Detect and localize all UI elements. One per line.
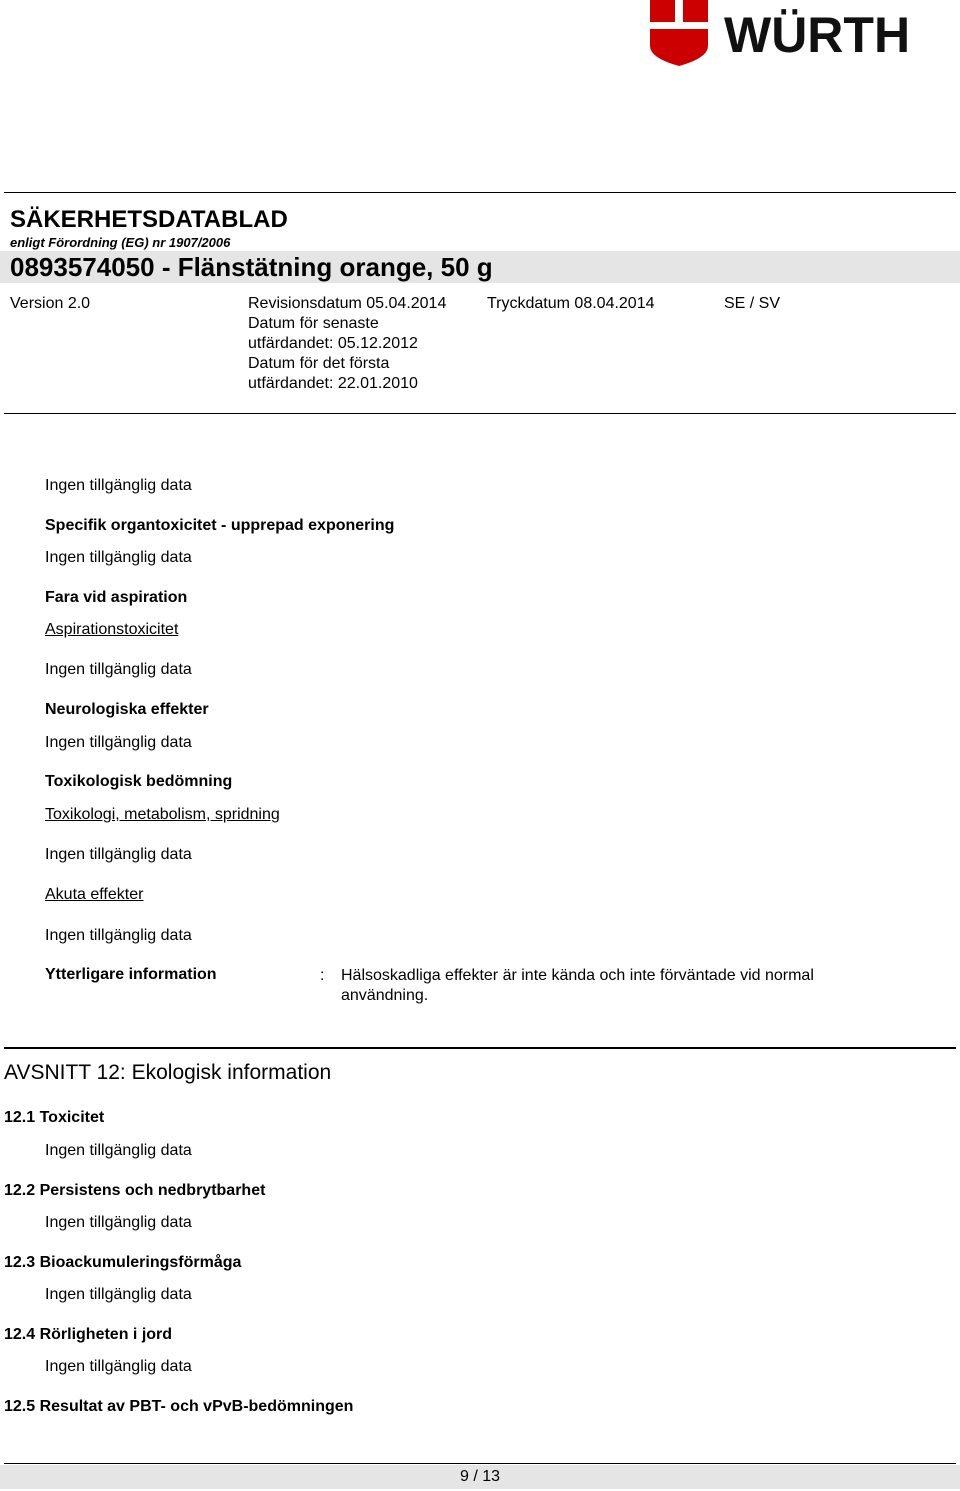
- stot-repeated-heading: Specifik organtoxicitet - upprepad exponering: [45, 517, 395, 534]
- bioaccumulation-heading: 12.3 Bioackumuleringsförmåga: [4, 1254, 242, 1271]
- further-info-label: Ytterligare information: [45, 966, 217, 983]
- last-issue-line1: Datum för senaste: [248, 315, 379, 332]
- print-date: Tryckdatum 08.04.2014: [487, 295, 655, 312]
- version: Version 2.0: [10, 295, 91, 312]
- aspiration-hazard-heading: Fara vid aspiration: [45, 589, 188, 606]
- no-data-text: Ingen tillgänglig data: [45, 846, 192, 863]
- colon: :: [320, 967, 325, 984]
- svg-text:WÜRTH: WÜRTH: [724, 7, 911, 63]
- page-number: 9 / 13: [459, 1468, 501, 1485]
- further-info-line2: användning.: [341, 987, 429, 1004]
- locale: SE / SV: [724, 295, 781, 312]
- no-data-text: Ingen tillgänglig data: [45, 1358, 192, 1375]
- aspiration-toxicity-subheading: Aspirationstoxicitet: [45, 621, 179, 638]
- no-data-text: Ingen tillgänglig data: [45, 661, 192, 678]
- regulation: enligt Förordning (EG) nr 1907/2006: [10, 235, 231, 250]
- no-data-text: Ingen tillgänglig data: [45, 1142, 192, 1159]
- acute-effects-subheading: Akuta effekter: [45, 886, 144, 903]
- no-data-text: Ingen tillgänglig data: [45, 1214, 192, 1231]
- section-12-heading: AVSNITT 12: Ekologisk information: [4, 1061, 332, 1084]
- tox-metabolism-subheading: Toxikologi, metabolism, spridning: [45, 806, 280, 823]
- revision-date: Revisionsdatum 05.04.2014: [248, 295, 447, 312]
- first-issue-line2: utfärdandet: 22.01.2010: [248, 375, 418, 392]
- persistence-heading: 12.2 Persistens och nedbrytbarhet: [4, 1182, 266, 1199]
- no-data-text: Ingen tillgänglig data: [45, 477, 192, 494]
- pbt-vpvb-heading: 12.5 Resultat av PBT- och vPvB-bedömningen: [4, 1398, 354, 1415]
- toxicity-heading: 12.1 Toxicitet: [4, 1109, 105, 1126]
- no-data-text: Ingen tillgänglig data: [45, 734, 192, 751]
- no-data-text: Ingen tillgänglig data: [45, 927, 192, 944]
- last-issue-line2: utfärdandet: 05.12.2012: [248, 335, 418, 352]
- tox-assessment-heading: Toxikologisk bedömning: [45, 773, 233, 790]
- no-data-text: Ingen tillgänglig data: [45, 1286, 192, 1303]
- wurth-logo: [650, 0, 955, 70]
- soil-mobility-heading: 12.4 Rörligheten i jord: [4, 1326, 173, 1343]
- further-info-line1: Hälsoskadliga effekter är inte kända och inte förväntade vid normal: [341, 967, 814, 984]
- first-issue-line1: Datum för det första: [248, 355, 390, 372]
- neurological-effects-heading: Neurologiska effekter: [45, 701, 209, 718]
- no-data-text: Ingen tillgänglig data: [45, 549, 192, 566]
- document-title: SÄKERHETSDATABLAD: [10, 206, 288, 233]
- product-name: 0893574050 - Flänstätning orange, 50 g: [10, 252, 493, 282]
